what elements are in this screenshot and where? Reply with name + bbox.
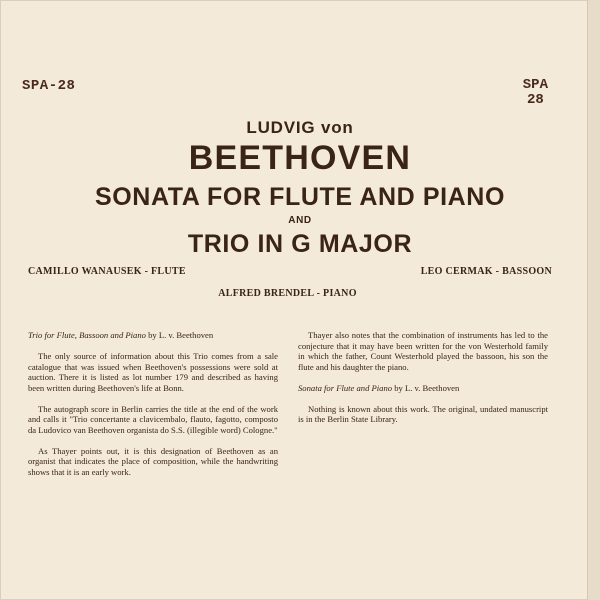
sonata-heading-author: by L. v. Beethoven <box>392 382 460 393</box>
performer-bassoon: LEO CERMAK - BASSOON <box>420 266 552 277</box>
trio-heading-author: by L. v. Beethoven <box>145 330 214 340</box>
catalog-number-right-line2: 28 <box>526 92 544 108</box>
trio-heading-title: Trio for Flute, Bassoon and Piano <box>28 330 146 340</box>
sonata-heading-title: Sonata for Flute and Piano <box>298 382 393 393</box>
work-title-sonata: SONATA FOR FLUTE AND PIANO <box>94 183 506 211</box>
trio-heading <box>28 330 278 341</box>
liner-notes-right-column <box>298 330 548 435</box>
catalog-number-left: SPA-28 <box>22 78 76 94</box>
notes-paragraph-1: The only source of information about this Trio comes from a sale catalogue that was issued when Beethoven's possessions were sold at auction. There it is listed as lot number 179 and described as having been written during Beethoven's life at Bonn. <box>28 351 278 393</box>
performer-piano: ALFRED BRENDEL - PIANO <box>218 288 357 299</box>
sonata-heading <box>298 383 548 394</box>
notes-paragraph-5: Nothing is known about this work. The original, undated manuscript is in the Berlin State Library. <box>298 403 548 424</box>
composer-name: BEETHOVEN <box>188 139 412 177</box>
notes-paragraph-4: Thayer also notes that the combination of instruments has led to the conjecture that it may have been written for the von Westerhold family in which the father, Count Westerhold played the bassoon, his son the flute and his daughter the piano. <box>298 330 548 372</box>
catalog-number-right <box>523 78 548 108</box>
notes-paragraph-2: The autograph score in Berlin carries the title at the end of the work and calls it "Trio concertante a clavicembalo, flauto, fagotto, composto da Ludovico van Beethoven organista do S.S. (illegible word) Cologne." <box>28 403 278 435</box>
notes-paragraph-3: As Thayer points out, it is this designation of Beethoven as an organist that indicates the place of composition, while the handwriting shows that it is an early work. <box>28 445 278 477</box>
work-title-trio: TRIO IN G MAJOR <box>187 230 413 258</box>
composer-prefix: LUDVIG von <box>246 118 354 137</box>
liner-notes-left-column <box>28 330 278 488</box>
title-conjunction: AND <box>288 215 312 226</box>
catalog-number-right-line1: SPA <box>522 77 548 93</box>
performer-flute: CAMILLO WANAUSEK - FLUTE <box>28 266 186 277</box>
sleeve-edge <box>587 0 600 600</box>
